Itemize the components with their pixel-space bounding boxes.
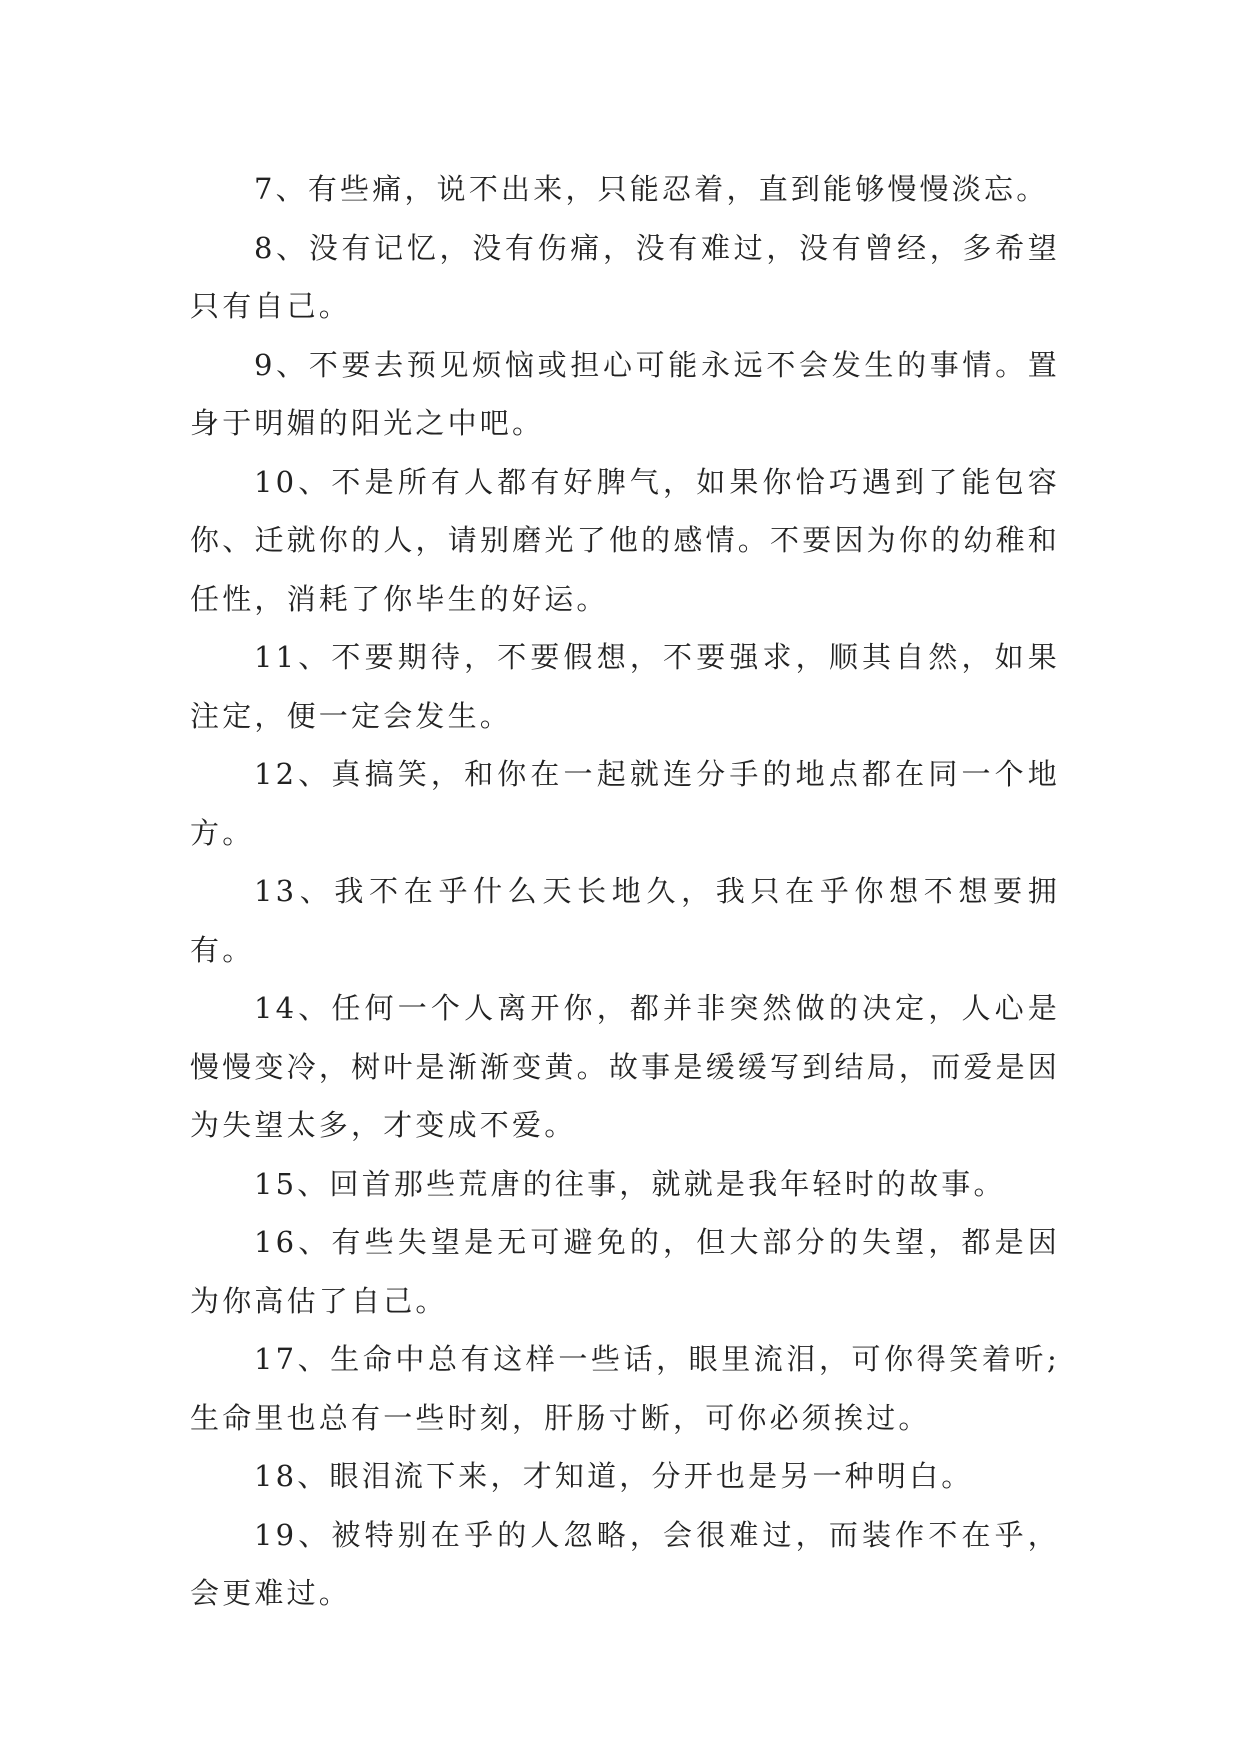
paragraph-9: 9、不要去预见烦恼或担心可能永远不会发生的事情。置身于明媚的阳光之中吧。 xyxy=(190,347,1060,440)
paragraph-17: 17、生命中总有这样一些话，眼里流泪，可你得笑着听;生命里也总有一些时刻，肝肠寸断，可你必须挨过。 xyxy=(190,1342,1060,1435)
paragraph-18: 18、眼泪流下来，才知道，分开也是另一种明白。 xyxy=(254,1459,974,1493)
paragraph-10: 10、不是所有人都有好脾气，如果你恰巧遇到了能包容你、迁就你的人，请别磨光了他的感情。不要因为你的幼稚和任性，消耗了你毕生的好运。 xyxy=(190,464,1060,616)
document-body xyxy=(190,160,1060,1623)
paragraph-8: 8、没有记忆，没有伤痛，没有难过，没有曾经，多希望只有自己。 xyxy=(190,230,1060,323)
paragraph-7: 7、有些痛，说不出来，只能忍着，直到能够慢慢淡忘。 xyxy=(254,172,1049,206)
paragraph-16: 16、有些失望是无可避免的，但大部分的失望，都是因为你高估了自己。 xyxy=(190,1225,1060,1318)
paragraph-19: 19、被特别在乎的人忽略，会很难过，而装作不在乎，会更难过。 xyxy=(190,1517,1060,1610)
paragraph-12: 12、真搞笑，和你在一起就连分手的地点都在同一个地方。 xyxy=(190,757,1060,850)
paragraph-13: 13、我不在乎什么天长地久，我只在乎你想不想要拥有。 xyxy=(190,874,1060,967)
paragraph-14: 14、任何一个人离开你，都并非突然做的决定，人心是慢慢变冷，树叶是渐渐变黄。故事是缓缓写到结局，而爱是因为失望太多，才变成不爱。 xyxy=(190,991,1060,1142)
paragraph-11: 11、不要期待，不要假想，不要强求，顺其自然，如果注定，便一定会发生。 xyxy=(190,640,1060,733)
paragraph-15: 15、回首那些荒唐的往事，就就是我年轻时的故事。 xyxy=(254,1166,1006,1201)
